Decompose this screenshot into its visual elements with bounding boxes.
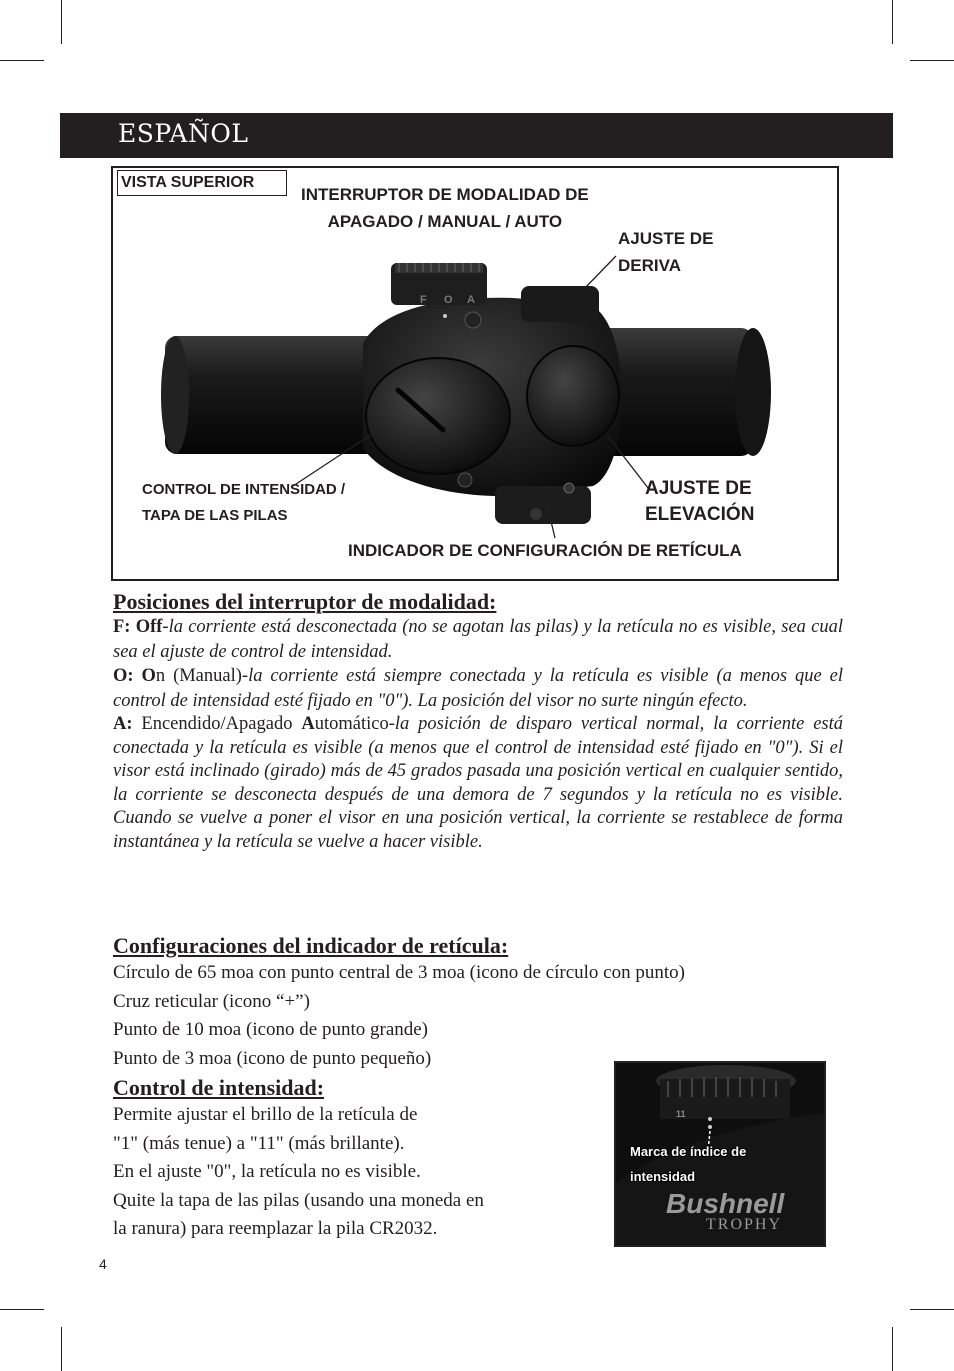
mode-switch-callout: [301, 181, 589, 235]
dial-number: 11: [676, 1109, 686, 1119]
callout-line: ELEVACIÓN: [645, 504, 755, 525]
intensity-mark-label: Marca de índice de: [630, 1144, 747, 1159]
intensity-mark-photo: [614, 1061, 826, 1247]
crop-mark: [0, 60, 44, 61]
intensity-line: "1" (más tenue) a "11" (más brillante).: [113, 1132, 405, 1154]
language-title: ESPAÑOL: [118, 119, 249, 148]
mode-positions-section: [113, 589, 843, 854]
switch-letter-a: A: [467, 294, 475, 306]
intensity-line: Quite la tapa de las pilas (usando una moneda en: [113, 1189, 484, 1211]
crop-mark: [61, 1327, 62, 1371]
mode-f-paragraph: [113, 615, 843, 664]
mode-o-paragraph: [113, 664, 843, 713]
view-label: VISTA SUPERIOR: [117, 170, 287, 196]
crop-mark: [61, 0, 62, 44]
crop-mark: [0, 1309, 44, 1310]
mode-key: O:: [113, 666, 134, 686]
intensity-line: Permite ajustar el brillo de la retícula de: [113, 1104, 418, 1125]
intensity-heading: Control de intensidad:: [113, 1075, 325, 1100]
mode-description: -la corriente está desconectada (no se agotan las pilas) y la retícula no es visible, sea cual sea el ajuste de control de intensidad.: [113, 617, 843, 662]
callout-line: INTERRUPTOR DE MODALIDAD DE: [301, 185, 589, 204]
reticle-item: Círculo de 65 moa con punto central de 3 moa (icono de círculo con punto): [113, 962, 685, 983]
intensity-callout: [142, 477, 345, 529]
mode-key: F:: [113, 617, 131, 637]
crop-mark: [892, 0, 893, 44]
windage-callout: [618, 225, 713, 279]
mode-name: ff: [150, 617, 163, 637]
intensity-line: En el ajuste "0", la retícula no es visible.: [113, 1161, 421, 1182]
brand-sub: TROPHY: [706, 1216, 783, 1233]
mode-description: -la corriente está siempre conectada y la retícula es visible (a menos que el control de intensidad esté fijado en "0"). La posición del visor no surte ningún efecto.: [113, 666, 843, 711]
callout-line: APAGADO / MANUAL / AUTO: [327, 212, 563, 231]
mode-name: n (Manual): [155, 666, 242, 686]
language-header: [60, 113, 893, 158]
mode-name: O: [130, 617, 151, 637]
mode-name: Encendido/Apagado: [132, 714, 302, 734]
intensity-line: la ranura) para reemplazar la pila CR2032.: [113, 1218, 438, 1239]
elevation-callout: [645, 476, 754, 528]
brand-name: Bushnell: [666, 1188, 785, 1219]
page-number: 4: [99, 1256, 107, 1272]
switch-letter-o: O: [444, 294, 453, 306]
crop-mark: [892, 1327, 893, 1371]
mode-key: A:: [113, 714, 133, 734]
crop-mark: [910, 1309, 954, 1310]
callout-line: CONTROL DE INTENSIDAD /: [142, 481, 346, 498]
reticle-item: Punto de 10 moa (icono de punto grande): [113, 1019, 429, 1040]
crop-mark: [910, 60, 954, 61]
reticle-item: Punto de 3 moa (icono de punto pequeño): [113, 1047, 432, 1069]
mode-positions-heading: Posiciones del interruptor de modalidad:: [113, 589, 497, 614]
switch-letter-f: F: [420, 294, 427, 306]
reticle-indicator-callout: INDICADOR DE CONFIGURACIÓN DE RETÍCULA: [348, 541, 742, 560]
top-view-diagram: [111, 166, 839, 581]
callout-line: TAPA DE LAS PILAS: [142, 507, 288, 524]
mode-name: A: [301, 714, 315, 734]
mode-description: -la posición de disparo vertical normal, la corriente está conectada y la retícula es visible (a menos que el control de intensidad esté fijado en "0"). Si el visor está inclinado (girado) más de 45 grados pasada una posición vertical en cualquier sentido, la corriente se desconecta después de una demora de 7 segundos y la retícula no es visible. Cuando se vuelve a poner el visor en una posición vertical, la corriente se restablece de forma instantánea y la retícula se vuelve a hacer visible.: [113, 714, 843, 852]
reticle-item: Cruz reticular (icono “+”): [113, 990, 310, 1012]
intensity-mark-label: intensidad: [630, 1169, 696, 1184]
callout-line: DERIVA: [618, 256, 681, 275]
callout-line: AJUSTE DE: [645, 478, 752, 499]
callout-line: AJUSTE DE: [618, 229, 714, 248]
reticle-heading: Configuraciones del indicador de retícula:: [113, 933, 509, 958]
mode-name: utomático: [314, 714, 389, 734]
mode-name: O: [133, 666, 156, 686]
mode-a-paragraph: [113, 713, 843, 854]
